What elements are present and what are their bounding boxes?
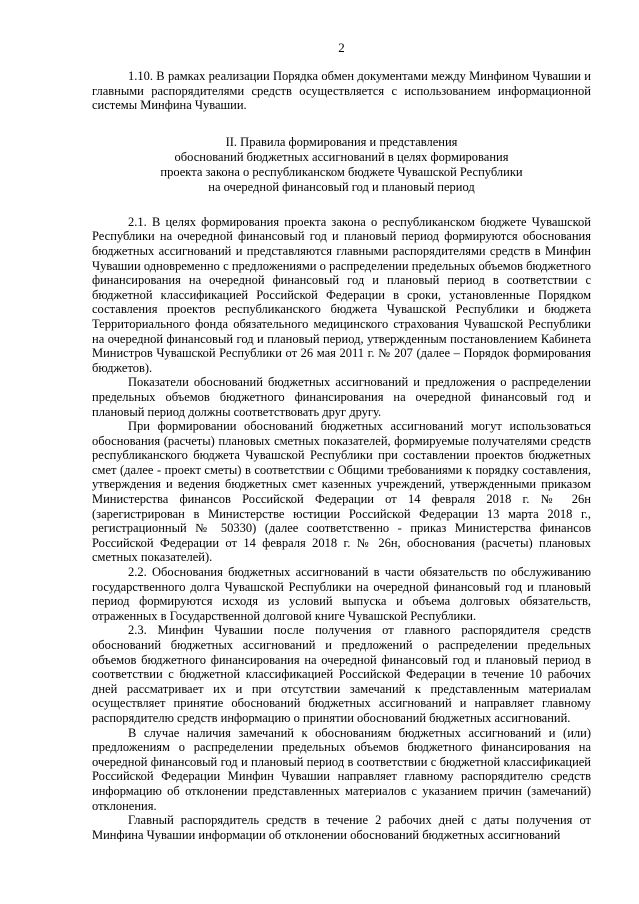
body-paragraph: 2.3. Минфин Чувашии после получения от главного распорядителя средств обоснований бюджетных ассигнований и предложений о распределении предельных объемов бюджетного финансирования на очередной финансовый год и плановый период в соответствии с бюджетной классификацией Российской Федерации в течение 10 рабочих дней рассматривает их и при отсутствии замечаний к представленным материалам осуществляет принятие обоснований бюджетных ассигнований и направляет главному распорядителю средств информацию о принятии обоснований бюджетных ассигнований. [92, 623, 591, 725]
section-title-line: обоснований бюджетных ассигнований в целях формирования [174, 149, 509, 164]
section-title [92, 135, 591, 195]
body-paragraph: 2.2. Обоснования бюджетных ассигнований в части обязательств по обслуживанию государственного долга Чувашской Республики на очередной финансовый год и плановый период формируются исходя из условий выпуска и объема долговых обязательств, отраженных в Государственной долговой книге Чувашской Республики. [92, 565, 591, 623]
body-paragraph: Показатели обоснований бюджетных ассигнований и предложения о распределении предельных объемов бюджетного финансирования на очередной финансовый год и плановый период должны соответствовать друг другу. [92, 375, 591, 419]
body-paragraph: При формировании обоснований бюджетных ассигнований могут использоваться обоснования (расчеты) плановых сметных показателей, формируемые получателями средств республиканского бюджета Чувашской Республики при составлении проектов бюджетных смет (далее - проект сметы) в соответствии с Общими требованиями к порядку составления, утверждения и ведения бюджетных смет казенных учреждений, утвержденными приказом Министерства финансов Российской Федерации от 14 февраля 2018 г. № 26н (зарегистрирован в Министерстве юстиции Российской Федерации 13 марта 2018 г., регистрационный № 50330) (далее соответственно - приказ Министерства финансов Российской Федерации от 14 февраля 2018 г. № 26н, обоснования (расчеты) плановых сметных показателей). [92, 419, 591, 565]
page-number: 2 [338, 40, 345, 55]
section-title-line: II. Правила формирования и представления [225, 134, 458, 149]
section-title-line: проекта закона о республиканском бюджете Чувашской Республики [160, 164, 523, 179]
body-paragraph: Главный распорядитель средств в течение 2 рабочих дней с даты получения от Минфина Чувашии информации об отклонении обоснований бюджетных ассигнований [92, 813, 591, 842]
intro-paragraph: 1.10. В рамках реализации Порядка обмен документами между Минфином Чувашии и главными распорядителями средств осуществляется с использованием информационной системы Минфина Чувашии. [92, 69, 591, 113]
body-paragraph: В случае наличия замечаний к обоснованиям бюджетных ассигнований и (или) предложениям о распределении предельных объемов бюджетного финансирования на очередной финансовый год и плановый период в соответствии с бюджетной классификацией Российской Федерации Минфин Чувашии направляет главному распорядителю средств информацию об отклонении представленных материалов с указанием причин (замечаний) отклонения. [92, 725, 591, 813]
section-title-line: на очередной финансовый год и плановый период [208, 179, 475, 194]
body-paragraph: 2.1. В целях формирования проекта закона о республиканском бюджете Чувашской Республики на очередной финансовый год и плановый период формируются обоснования бюджетных ассигнований и представляются главными распорядителями средств в Минфин Чувашии одновременно с предложениями о распределении предельных объемов бюджетного финансирования на очередной финансовый год и плановый период в соответствии с бюджетной классификацией Российской Федерации в сроки, установленные Порядком составления проектов республиканского бюджета Чувашской Республики и бюджета Территориального фонда обязательного медицинского страхования Чувашской Республики на очередной финансовый год и плановый период, утвержденным постановлением Кабинета Министров Чувашской Республики от 26 мая 2011 г. № 207 (далее – Порядок формирования бюджетов). [92, 214, 591, 375]
